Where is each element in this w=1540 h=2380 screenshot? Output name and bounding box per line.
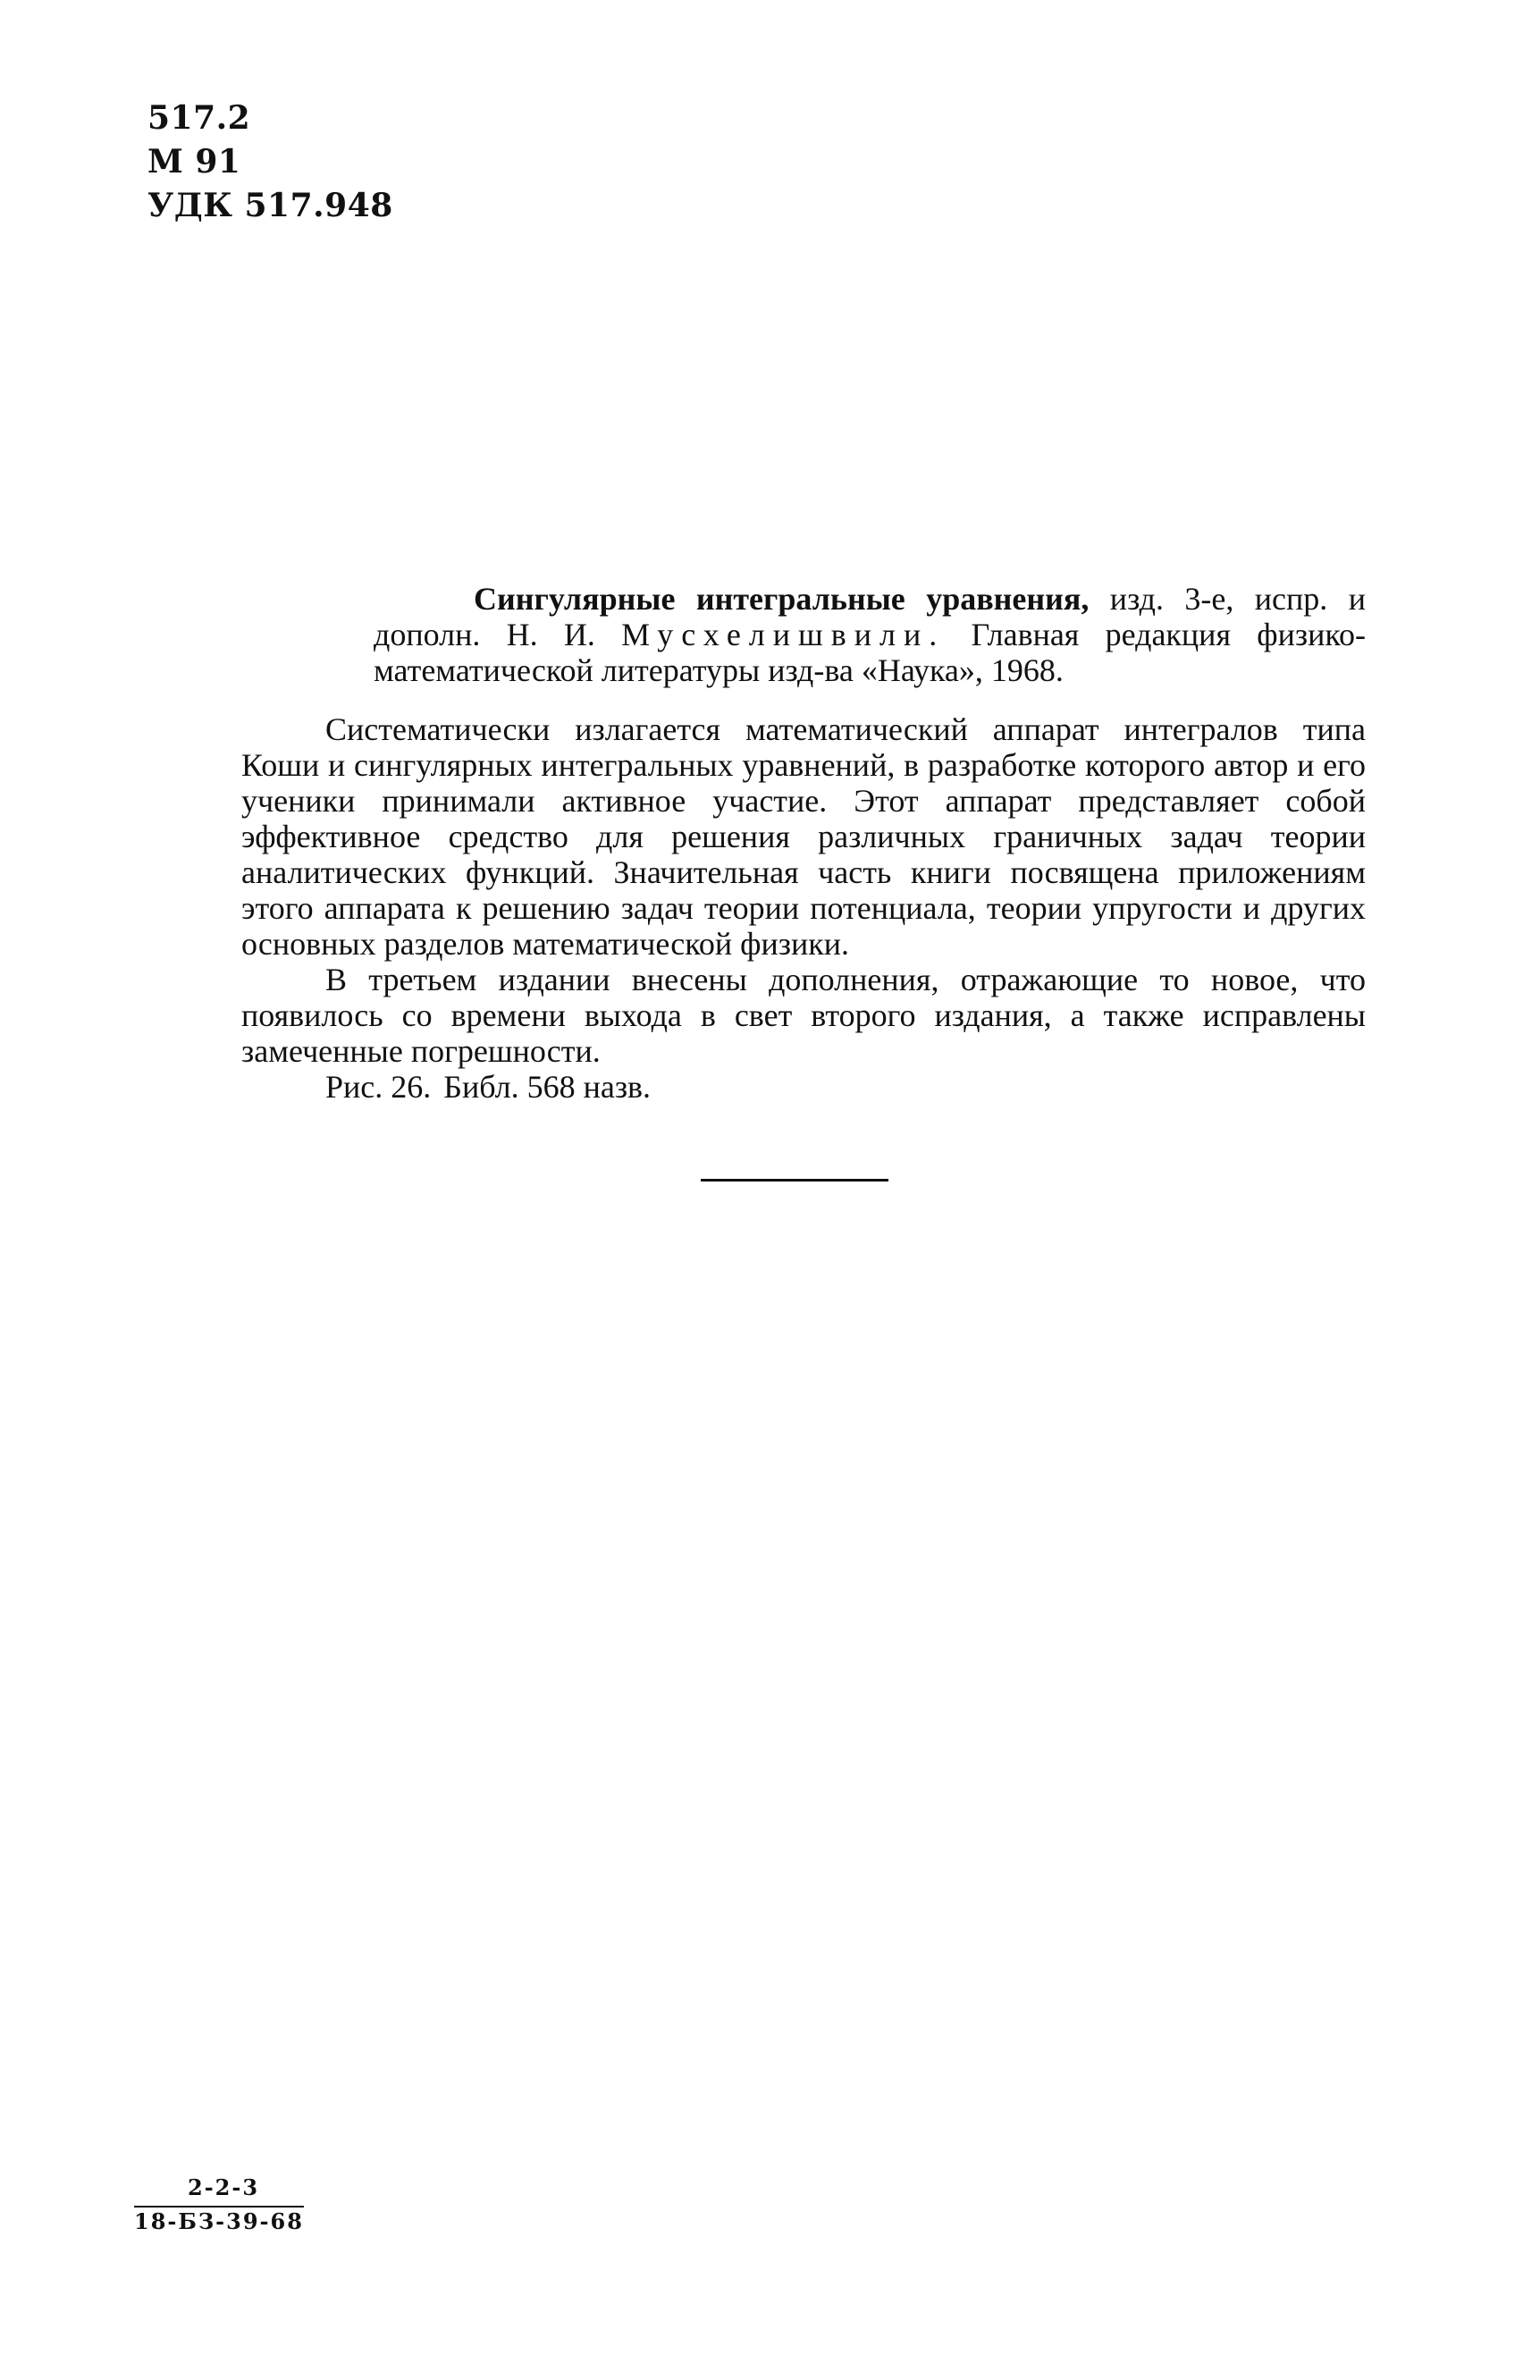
publisher-info: Главная редакция физико-математической литературы изд-ва «Наука», 1968. <box>374 617 1366 688</box>
citation-paragraph <box>374 581 1366 688</box>
production-code-upper: 2-2-3 <box>134 2174 304 2208</box>
abstract-paragraph-2: В третьем издании внесены дополнения, отражающие то новое, что появилось со времени выхода в свет второго издания, а также исправлены замеченные погрешности. <box>241 962 1366 1069</box>
abstract <box>241 711 1366 1105</box>
author-name: Мусхелишвили. <box>621 617 946 652</box>
bbk-code: 517.2 <box>147 99 251 137</box>
book-title: Сингулярные интегральные уравнения, <box>474 581 1090 617</box>
references-line <box>241 1069 1366 1105</box>
production-code-lower: 18-БЗ-39-68 <box>134 2208 304 2234</box>
abstract-paragraph-1: Систематически излагается математический аппарат интегралов типа Коши и сингулярных интегральных уравнений, в разработке которого автор и его ученики принимали активное участие. Этот аппарат представляет собой эффективное средство для решения различных граничных задач теории аналитических функций. Значительная часть книги посвящена приложениям этого аппарата к решению задач теории потенциала, теории упругости и других основных разделов математической физики. <box>241 711 1366 962</box>
separator-rule <box>701 1179 888 1182</box>
edition-info: изд. 3-е, испр. и дополн. Н. И. <box>374 581 1366 652</box>
figures-count: Рис. 26. <box>325 1069 432 1105</box>
bibliographic-citation <box>374 581 1366 709</box>
production-code <box>134 2174 304 2236</box>
bibliography-count: Библ. 568 назв. <box>443 1069 652 1105</box>
classification-codes <box>147 97 393 228</box>
udc-code: УДК 517.948 <box>147 187 393 224</box>
author-mark: М 91 <box>147 143 241 181</box>
